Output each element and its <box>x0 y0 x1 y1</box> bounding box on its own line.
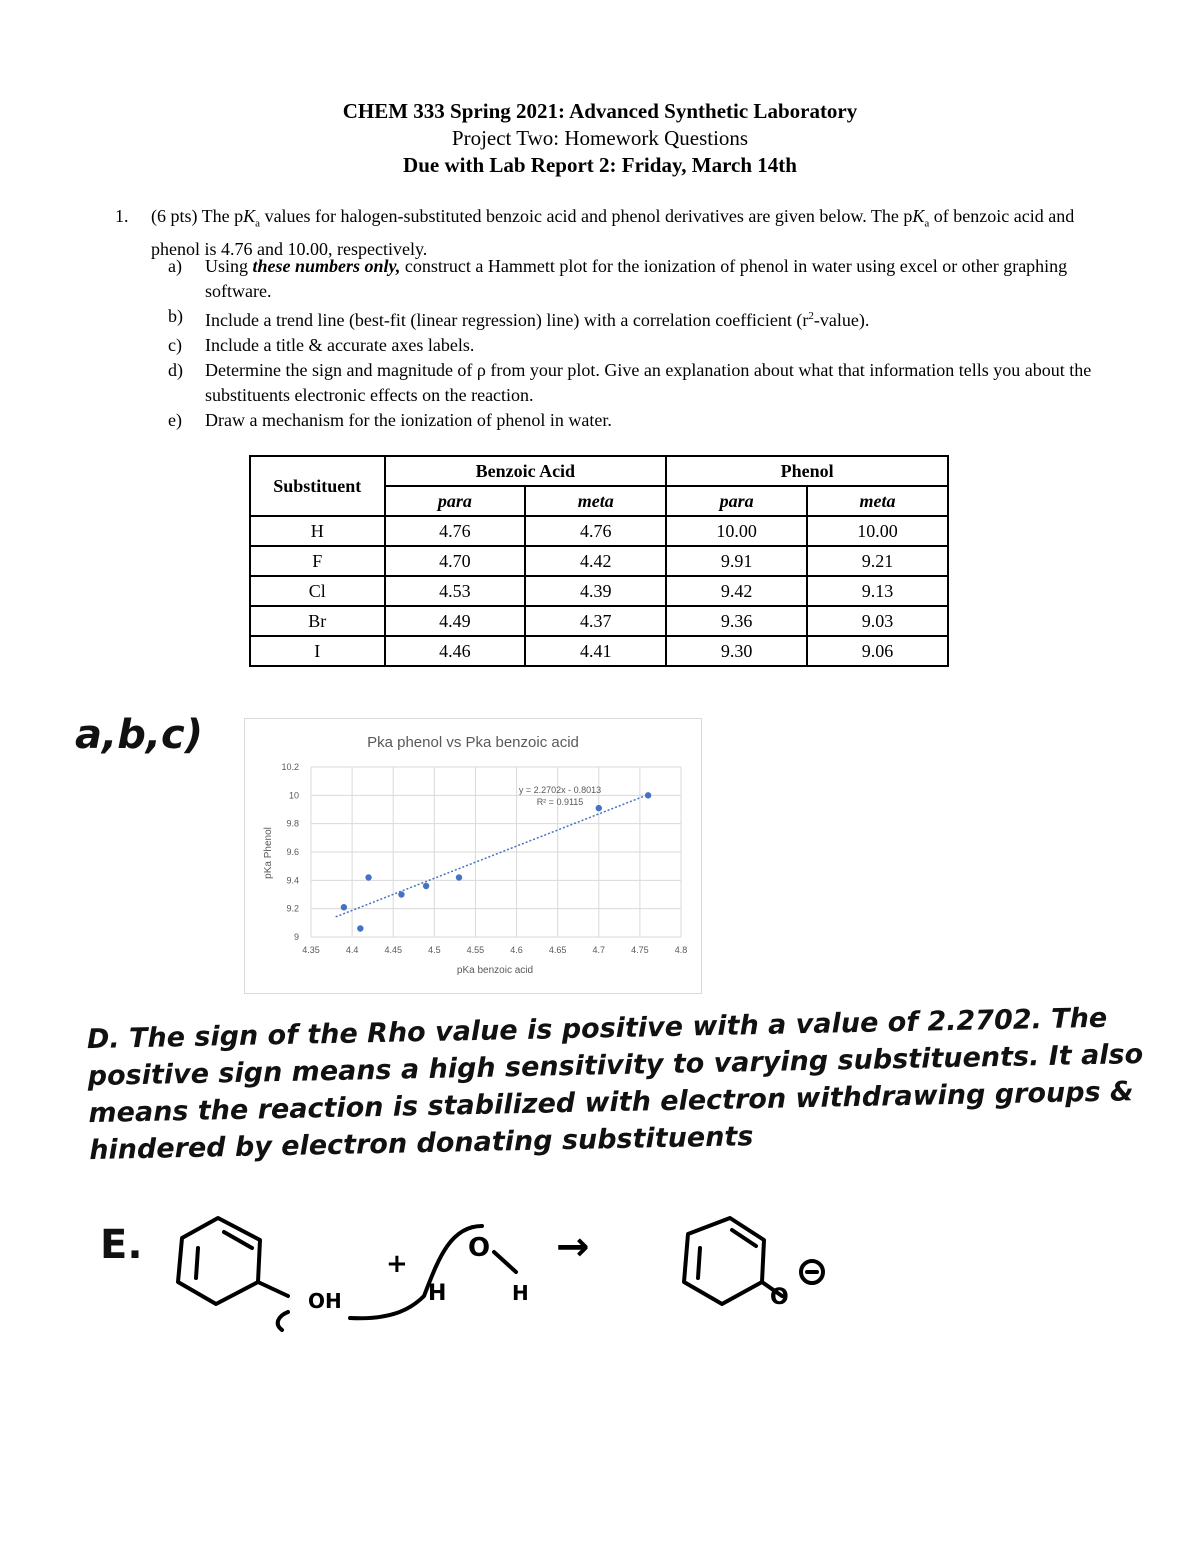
curved-arrow-hook <box>278 1312 288 1330</box>
phenol-meta-header: meta <box>807 486 948 516</box>
benzene-ring-left <box>178 1218 260 1304</box>
data-point <box>456 874 462 880</box>
r-squared-label: R² = 0.9115 <box>536 797 584 807</box>
x-tick-label: 4.65 <box>548 945 567 955</box>
phenol-ionization-mechanism <box>160 1200 860 1340</box>
data-point <box>645 792 651 798</box>
bond-line <box>258 1282 288 1296</box>
table-cell: 10.00 <box>807 516 948 546</box>
course-title: CHEM 333 Spring 2021: Advanced Synthetic Laboratory <box>342 99 858 123</box>
data-point <box>398 891 404 897</box>
table-cell: F <box>250 546 385 576</box>
table-cell: 9.06 <box>807 636 948 666</box>
benzoic-para-header: para <box>385 486 526 516</box>
pka-table <box>249 455 949 667</box>
x-tick-label: 4.75 <box>631 945 649 955</box>
reaction-arrow: → <box>556 1224 590 1270</box>
data-point <box>365 874 371 880</box>
question-part-d: d) Determine the sign and magnitude of ρ from your plot. Give an explanation about what that information tells you about the substituents electronic effects on the reaction. <box>168 360 1092 405</box>
curved-arrow <box>350 1226 482 1318</box>
y-tick-label: 9.2 <box>286 903 299 914</box>
x-tick-label: 4.7 <box>592 945 606 955</box>
table-cell: 4.76 <box>525 516 666 546</box>
table-row <box>250 516 948 546</box>
phenol-header: Phenol <box>666 456 948 486</box>
data-point <box>341 904 347 910</box>
double-bond-line <box>196 1248 198 1278</box>
table-cell: H <box>250 516 385 546</box>
oh-bond-line <box>494 1252 516 1272</box>
hammett-chart <box>244 718 702 994</box>
table-cell: 4.53 <box>385 576 526 606</box>
hydrogen-label: H <box>428 1281 447 1306</box>
handwritten-answer-d: D. The sign of the Rho value is positive with a value of 2.2702. The positive sign means a high sensitivity to varying substituents. It also means the reaction is stabilized with electron withdrawing groups & hindered by electron donating substituents <box>86 1002 1144 1167</box>
y-tick-label: 9.8 <box>286 818 299 829</box>
table-cell: 4.42 <box>525 546 666 576</box>
y-tick-label: 10 <box>288 790 299 801</box>
hydroxyl-label: OH <box>308 1289 342 1313</box>
benzoic-meta-header: meta <box>525 486 666 516</box>
document-header <box>0 98 1200 179</box>
x-axis-label: pKa benzoic acid <box>456 965 534 976</box>
trendline-equation: y = 2.2702x - 0.8013 <box>518 785 602 795</box>
table-cell: 9.21 <box>807 546 948 576</box>
x-tick-label: 4.4 <box>345 945 359 955</box>
table-cell: 4.46 <box>385 636 526 666</box>
table-cell: 4.70 <box>385 546 526 576</box>
hydrogen-label: H <box>512 1281 529 1305</box>
data-point <box>423 883 429 889</box>
chart-title: Pka phenol vs Pka benzoic acid <box>367 734 579 751</box>
x-tick-label: 4.6 <box>510 945 523 955</box>
table-cell: I <box>250 636 385 666</box>
table-row <box>250 546 948 576</box>
benzoic-acid-header: Benzoic Acid <box>385 456 667 486</box>
table-row <box>250 576 948 606</box>
table-cell: 4.37 <box>525 606 666 636</box>
table-cell: 9.03 <box>807 606 948 636</box>
x-tick-label: 4.45 <box>384 945 402 955</box>
question-number: 1. <box>115 206 129 226</box>
y-tick-label: 10.2 <box>281 762 299 772</box>
plus-sign: + <box>386 1249 408 1279</box>
table-row <box>250 636 948 666</box>
due-date: Due with Lab Report 2: Friday, March 14th <box>403 153 797 177</box>
data-point <box>357 925 363 931</box>
question-parts <box>168 254 1108 433</box>
table-cell: 9.13 <box>807 576 948 606</box>
substituent-header: Substituent <box>250 456 385 516</box>
question-part-e: e) Draw a mechanism for the ionization of phenol in water. <box>168 410 612 430</box>
phenol-para-header: para <box>666 486 807 516</box>
question-part-c: c) Include a title & accurate axes labels. <box>168 335 475 355</box>
phenoxide-oxygen-label: O <box>770 1285 789 1310</box>
table-cell: 10.00 <box>666 516 807 546</box>
table-cell: 4.39 <box>525 576 666 606</box>
y-tick-label: 9.6 <box>286 847 299 857</box>
x-tick-label: 4.55 <box>466 945 485 955</box>
x-tick-label: 4.35 <box>302 945 320 955</box>
y-tick-label: 9 <box>293 932 299 942</box>
question-part-a: a) Using these numbers only, construct a Hammett plot for the ionization of phenol in water using excel or other graphing software. <box>168 256 1068 301</box>
y-axis-label: pKa Phenol <box>263 827 274 879</box>
table-cell: Cl <box>250 576 385 606</box>
project-subtitle: Project Two: Homework Questions <box>451 126 749 150</box>
trendline <box>336 795 648 917</box>
x-tick-label: 4.8 <box>674 945 688 955</box>
scatter-plot <box>245 719 701 993</box>
table-cell: 4.41 <box>525 636 666 666</box>
table-cell: Br <box>250 606 385 636</box>
question-part-b: b) Include a trend line (best-fit (linear regression) line) with a correlation coefficient $(r^2-value)$. <box>168 306 870 330</box>
table-cell: 9.91 <box>666 546 807 576</box>
table-cell: 9.42 <box>666 576 807 606</box>
table-cell: 4.76 <box>385 516 526 546</box>
question-intro: (6 pts) The $pK_a$ values for halogen-substituted benzoic acid and phenol derivatives are given below. The $pK_a$ of benzoic acid and phenol is 4.76 and 10.00, respectively. <box>151 206 1075 259</box>
table-cell: 9.36 <box>666 606 807 636</box>
handwritten-label-e: E. <box>100 1222 143 1268</box>
y-tick-label: 9.4 <box>286 875 299 886</box>
oxygen-label: O <box>468 1233 491 1263</box>
table-cell: 9.30 <box>666 636 807 666</box>
table-cell: 4.49 <box>385 606 526 636</box>
handwritten-label-abc: a,b,c) <box>75 712 204 758</box>
x-tick-label: 4.5 <box>428 945 441 955</box>
data-point <box>596 805 602 811</box>
double-bond-line <box>698 1248 700 1278</box>
table-row <box>250 606 948 636</box>
benzene-ring-right <box>684 1218 764 1304</box>
